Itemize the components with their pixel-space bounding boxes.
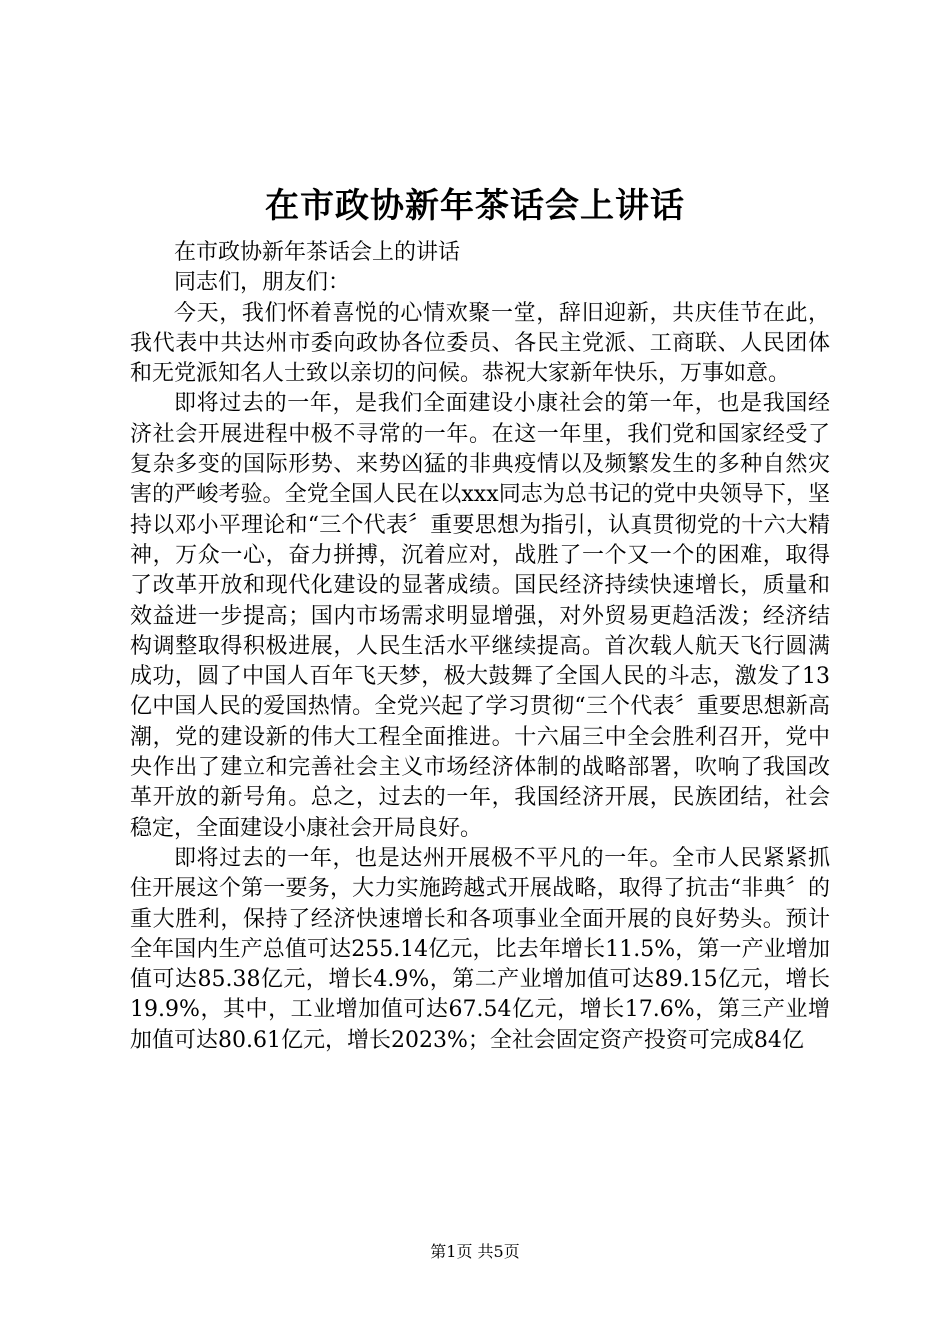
paragraph-greeting: 今天，我们怀着喜悦的心情欢聚一堂，辞旧迎新，共庆佳节在此，我代表中共达州市委向政协各位委员、各民主党派、工商联、人民团体和无党派知名人士致以亲切的问候。恭祝大家新年快乐，万事如意。 (130, 300, 830, 387)
document-body (130, 238, 830, 1056)
document-title: 在市政协新年茶话会上讲话 (265, 186, 685, 226)
paragraph-heading: 在市政协新年茶话会上的讲话 (174, 240, 461, 265)
paragraph-national-review: 即将过去的一年，是我们全面建设小康社会的第一年，也是我国经济社会开展进程中极不寻常的一年。在这一年里，我们党和国家经受了复杂多变的国际形势、来势凶猛的非典疫情以及频繁发生的多种自然灾害的严峻考验。全党全国人民在以xxx同志为总书记的党中央领导下，坚持以邓小平理论和“三个代表〞重要思想为指引，认真贯彻党的十六大精神，万众一心，奋力拼搏，沉着应对，战胜了一个又一个的困难，取得了改革开放和现代化建设的显著成绩。国民经济持续快速增长，质量和效益进一步提高；国内市场需求明显增强，对外贸易更趋活泼；经济结构调整取得积极进展，人民生活水平继续提高。首次载人航天飞行圆满成功，圆了中国人百年飞天梦，极大鼓舞了全国人民的斗志，激发了13亿中国人民的爱国热情。全党兴起了学习贯彻“三个代表〞重要思想新高潮，党的建设新的伟大工程全面推进。十六届三中全会胜利召开，党中央作出了建立和完善社会主义市场经济体制的战略部署，吹响了我国改革开放的新号角。总之，过去的一年，我国经济开展，民族团结，社会稳定，全面建设小康社会开局良好。 (130, 391, 830, 841)
page-footer: 第1页 共5页 (430, 1242, 520, 1261)
paragraph-local-review: 即将过去的一年，也是达州开展极不平凡的一年。全市人民紧紧抓住开展这个第一要务，大力实施跨越式开展战略，取得了抗击“非典〞的重大胜利，保持了经济快速增长和各项事业全面开展的良好势头。预计全年国内生产总值可达255.14亿元，比去年增长11.5%，第一产业增加值可达85.38亿元，增长4.9%，第二产业增加值可达89.15亿元，增长19.9%，其中，工业增加值可达67.54亿元，增长17.6%，第三产业增加值可达80.61亿元，增长2023%；全社会固定资产投资可完成84亿 (130, 845, 830, 1053)
paragraph-salutation: 同志们，朋友们： (174, 270, 351, 296)
